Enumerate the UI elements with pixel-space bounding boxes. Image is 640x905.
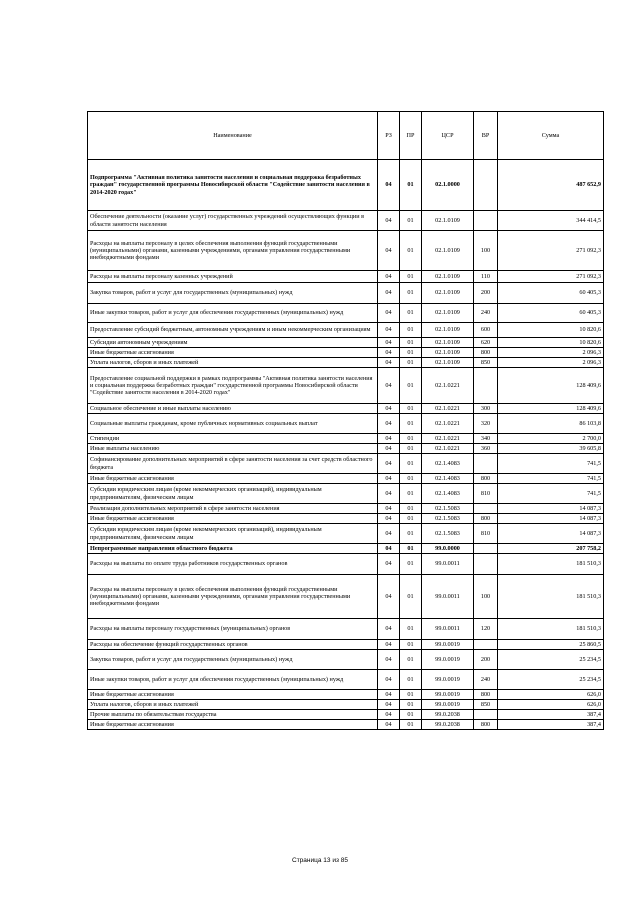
cell-csr: 02.1.0221 xyxy=(422,434,474,444)
cell-name: Предоставление социальной поддержки в рамках подпрограммы "Активная политика занятости населения и социальная поддержка безработных граждан" государственной программы Новосибирской области "Содействие занятости населения в 2014-2020 годах" xyxy=(88,368,378,404)
cell-pr: 01 xyxy=(400,670,422,690)
table-row xyxy=(88,484,604,504)
table-row xyxy=(88,444,604,454)
cell-rz: 04 xyxy=(378,283,400,304)
cell-pr: 01 xyxy=(400,700,422,710)
table-row xyxy=(88,650,604,670)
cell-name: Иные бюджетные ассигнования xyxy=(88,348,378,358)
cell-rz: 04 xyxy=(378,544,400,554)
cell-vr: 620 xyxy=(474,338,498,348)
header-sum: Сумма xyxy=(498,112,604,160)
cell-csr: 02.1.4083 xyxy=(422,474,474,484)
cell-rz: 04 xyxy=(378,554,400,575)
cell-vr: 850 xyxy=(474,700,498,710)
cell-sum: 14 087,3 xyxy=(498,524,604,544)
cell-sum: 271 092,3 xyxy=(498,231,604,271)
cell-csr: 02.1.0221 xyxy=(422,368,474,404)
cell-sum: 10 820,6 xyxy=(498,323,604,338)
table-row xyxy=(88,619,604,640)
cell-vr: 800 xyxy=(474,690,498,700)
cell-name: Иные закупки товаров, работ и услуг для обеспечения государственных (муниципальных) нужд xyxy=(88,304,378,323)
budget-table xyxy=(87,111,604,730)
cell-rz: 04 xyxy=(378,271,400,283)
cell-vr: 850 xyxy=(474,358,498,368)
cell-sum: 626,0 xyxy=(498,690,604,700)
table-row xyxy=(88,710,604,720)
cell-csr: 02.1.0109 xyxy=(422,304,474,323)
cell-pr: 01 xyxy=(400,504,422,514)
cell-name: Иные бюджетные ассигнования xyxy=(88,514,378,524)
cell-sum: 25 860,5 xyxy=(498,640,604,650)
table-row xyxy=(88,720,604,730)
cell-csr: 99.0.0011 xyxy=(422,554,474,575)
cell-pr: 01 xyxy=(400,524,422,544)
table-row xyxy=(88,358,604,368)
cell-vr xyxy=(474,368,498,404)
cell-name: Закупка товаров, работ и услуг для государственных (муниципальных) нужд xyxy=(88,283,378,304)
cell-name: Иные бюджетные ассигнования xyxy=(88,690,378,700)
cell-name: Субсидии автономным учреждениям xyxy=(88,338,378,348)
cell-sum: 181 510,3 xyxy=(498,554,604,575)
cell-pr: 01 xyxy=(400,575,422,619)
cell-sum: 2 700,0 xyxy=(498,434,604,444)
cell-rz: 04 xyxy=(378,368,400,404)
cell-vr: 200 xyxy=(474,283,498,304)
cell-sum: 626,0 xyxy=(498,700,604,710)
cell-sum: 487 652,9 xyxy=(498,160,604,211)
table-body xyxy=(88,160,604,730)
table-row xyxy=(88,348,604,358)
table-row xyxy=(88,514,604,524)
cell-pr: 01 xyxy=(400,484,422,504)
cell-sum: 39 605,8 xyxy=(498,444,604,454)
cell-name: Расходы на обеспечение функций государственных органов xyxy=(88,640,378,650)
cell-csr: 02.1.0109 xyxy=(422,271,474,283)
cell-pr: 01 xyxy=(400,690,422,700)
table-row xyxy=(88,368,604,404)
cell-pr: 01 xyxy=(400,514,422,524)
cell-pr: 01 xyxy=(400,619,422,640)
cell-pr: 01 xyxy=(400,640,422,650)
cell-rz: 04 xyxy=(378,323,400,338)
cell-sum: 741,5 xyxy=(498,484,604,504)
cell-name: Социальные выплаты гражданам, кроме публичных нормативных социальных выплат xyxy=(88,414,378,434)
cell-csr: 99.0.2038 xyxy=(422,710,474,720)
cell-name: Обеспечение деятельности (оказание услуг) государственных учреждений осуществляющих функции в области занятости населения xyxy=(88,211,378,231)
cell-pr: 01 xyxy=(400,414,422,434)
cell-sum: 128 409,6 xyxy=(498,404,604,414)
cell-pr: 01 xyxy=(400,368,422,404)
cell-rz: 04 xyxy=(378,524,400,544)
page-number: Страница 13 из 85 xyxy=(292,857,348,864)
cell-pr: 01 xyxy=(400,231,422,271)
table-row xyxy=(88,160,604,211)
cell-sum: 25 234,5 xyxy=(498,650,604,670)
cell-vr xyxy=(474,504,498,514)
cell-name: Иные бюджетные ассигнования xyxy=(88,474,378,484)
cell-pr: 01 xyxy=(400,454,422,474)
cell-csr: 02.1.0221 xyxy=(422,404,474,414)
cell-rz: 04 xyxy=(378,474,400,484)
cell-name: Реализация дополнительных мероприятий в сфере занятости населения xyxy=(88,504,378,514)
cell-sum: 181 510,3 xyxy=(498,575,604,619)
table-row xyxy=(88,323,604,338)
cell-rz: 04 xyxy=(378,160,400,211)
cell-vr: 320 xyxy=(474,414,498,434)
header-vr: ВР xyxy=(474,112,498,160)
table-row xyxy=(88,575,604,619)
cell-sum: 14 087,3 xyxy=(498,514,604,524)
table-row xyxy=(88,414,604,434)
cell-vr xyxy=(474,211,498,231)
cell-pr: 01 xyxy=(400,160,422,211)
cell-rz: 04 xyxy=(378,650,400,670)
table-row xyxy=(88,544,604,554)
cell-name: Стипендии xyxy=(88,434,378,444)
cell-sum: 86 103,8 xyxy=(498,414,604,434)
table-row xyxy=(88,554,604,575)
cell-csr: 99.0.0019 xyxy=(422,700,474,710)
cell-vr: 800 xyxy=(474,348,498,358)
table-row xyxy=(88,211,604,231)
cell-sum: 14 087,3 xyxy=(498,504,604,514)
cell-vr: 360 xyxy=(474,444,498,454)
cell-csr: 02.1.5083 xyxy=(422,504,474,514)
cell-rz: 04 xyxy=(378,434,400,444)
cell-name: Расходы на выплаты персоналу в целях обеспечения выполнения функций государственными (муниципальными) органами, казенными учреждениями, органами управления государственными внебюджетными фондами xyxy=(88,231,378,271)
cell-sum: 128 409,6 xyxy=(498,368,604,404)
table-row xyxy=(88,338,604,348)
table-row xyxy=(88,640,604,650)
cell-sum: 25 234,5 xyxy=(498,670,604,690)
cell-csr: 99.0.2038 xyxy=(422,720,474,730)
cell-rz: 04 xyxy=(378,211,400,231)
cell-rz: 04 xyxy=(378,690,400,700)
cell-name: Подпрограмма "Активная политика занятости населения и социальная поддержка безработных граждан" государственной программы Новосибирской области "Содействие занятости населения в 2014-2020 годах" xyxy=(88,160,378,211)
cell-csr: 99.0.0011 xyxy=(422,619,474,640)
cell-pr: 01 xyxy=(400,304,422,323)
cell-csr: 02.1.5083 xyxy=(422,524,474,544)
cell-vr: 240 xyxy=(474,670,498,690)
cell-rz: 04 xyxy=(378,348,400,358)
header-pr: ПР xyxy=(400,112,422,160)
cell-rz: 04 xyxy=(378,338,400,348)
cell-rz: 04 xyxy=(378,720,400,730)
cell-csr: 02.1.4083 xyxy=(422,484,474,504)
cell-name: Субсидии юридическим лицам (кроме некоммерческих организаций), индивидуальным предпринимателям, физическим лицам xyxy=(88,484,378,504)
table-row xyxy=(88,690,604,700)
header-rz: РЗ xyxy=(378,112,400,160)
cell-sum: 60 405,3 xyxy=(498,283,604,304)
cell-pr: 01 xyxy=(400,544,422,554)
cell-rz: 04 xyxy=(378,484,400,504)
cell-name: Прочие выплаты по обязательствам государства xyxy=(88,710,378,720)
cell-rz: 04 xyxy=(378,231,400,271)
cell-name: Социальное обеспечение и иные выплаты населению xyxy=(88,404,378,414)
cell-csr: 99.0.0019 xyxy=(422,670,474,690)
cell-name: Софинансирование дополнительных мероприятий в сфере занятости населения за счет средств областного бюджета xyxy=(88,454,378,474)
cell-csr: 02.1.0109 xyxy=(422,348,474,358)
cell-rz: 04 xyxy=(378,575,400,619)
cell-vr xyxy=(474,454,498,474)
cell-csr: 99.0.0019 xyxy=(422,650,474,670)
cell-rz: 04 xyxy=(378,670,400,690)
cell-pr: 01 xyxy=(400,650,422,670)
cell-name: Уплата налогов, сборов и иных платежей xyxy=(88,700,378,710)
cell-csr: 99.0.0019 xyxy=(422,690,474,700)
cell-name: Расходы на выплаты персоналу казенных учреждений xyxy=(88,271,378,283)
cell-vr: 100 xyxy=(474,231,498,271)
table-row xyxy=(88,504,604,514)
cell-name: Расходы на выплаты персоналу в целях обеспечения выполнения функций государственными (муниципальными) органами, казенными учреждениями, органами управления государственными внебюджетными фондами xyxy=(88,575,378,619)
cell-sum: 2 096,3 xyxy=(498,358,604,368)
cell-sum: 10 820,6 xyxy=(498,338,604,348)
cell-sum: 344 414,5 xyxy=(498,211,604,231)
cell-sum: 181 510,3 xyxy=(498,619,604,640)
cell-vr: 800 xyxy=(474,720,498,730)
cell-vr: 200 xyxy=(474,650,498,670)
header-csr: ЦСР xyxy=(422,112,474,160)
table-row xyxy=(88,404,604,414)
table-row xyxy=(88,231,604,271)
cell-name: Закупка товаров, работ и услуг для государственных (муниципальных) нужд xyxy=(88,650,378,670)
cell-csr: 02.1.5083 xyxy=(422,514,474,524)
cell-pr: 01 xyxy=(400,338,422,348)
cell-pr: 01 xyxy=(400,554,422,575)
cell-csr: 02.1.0109 xyxy=(422,231,474,271)
cell-pr: 01 xyxy=(400,434,422,444)
cell-name: Расходы на выплаты по оплате труда работников государственных органов xyxy=(88,554,378,575)
table-header-row xyxy=(88,112,604,160)
cell-csr: 99.0.0000 xyxy=(422,544,474,554)
cell-rz: 04 xyxy=(378,710,400,720)
cell-csr: 02.1.0109 xyxy=(422,358,474,368)
cell-vr: 340 xyxy=(474,434,498,444)
cell-sum: 2 096,3 xyxy=(498,348,604,358)
cell-rz: 04 xyxy=(378,619,400,640)
cell-rz: 04 xyxy=(378,504,400,514)
cell-pr: 01 xyxy=(400,283,422,304)
cell-vr: 810 xyxy=(474,484,498,504)
cell-pr: 01 xyxy=(400,404,422,414)
table-row xyxy=(88,670,604,690)
cell-csr: 02.1.4083 xyxy=(422,454,474,474)
cell-rz: 04 xyxy=(378,454,400,474)
cell-pr: 01 xyxy=(400,211,422,231)
cell-vr: 100 xyxy=(474,575,498,619)
cell-pr: 01 xyxy=(400,474,422,484)
cell-sum: 387,4 xyxy=(498,720,604,730)
table-row xyxy=(88,474,604,484)
cell-vr xyxy=(474,554,498,575)
table-row xyxy=(88,524,604,544)
cell-pr: 01 xyxy=(400,720,422,730)
cell-csr: 02.1.0109 xyxy=(422,283,474,304)
cell-vr: 240 xyxy=(474,304,498,323)
cell-pr: 01 xyxy=(400,710,422,720)
table-row xyxy=(88,700,604,710)
cell-vr: 110 xyxy=(474,271,498,283)
table-row xyxy=(88,271,604,283)
cell-vr: 300 xyxy=(474,404,498,414)
cell-pr: 01 xyxy=(400,323,422,338)
cell-vr: 800 xyxy=(474,514,498,524)
cell-sum: 60 405,3 xyxy=(498,304,604,323)
cell-pr: 01 xyxy=(400,271,422,283)
cell-rz: 04 xyxy=(378,358,400,368)
cell-name: Субсидии юридическим лицам (кроме некоммерческих организаций), индивидуальным предпринимателям, физическим лицам xyxy=(88,524,378,544)
table-row xyxy=(88,304,604,323)
cell-name: Расходы на выплаты персоналу государственных (муниципальных) органов xyxy=(88,619,378,640)
cell-vr: 600 xyxy=(474,323,498,338)
cell-sum: 271 092,3 xyxy=(498,271,604,283)
cell-csr: 99.0.0011 xyxy=(422,575,474,619)
cell-vr xyxy=(474,710,498,720)
cell-csr: 02.1.0109 xyxy=(422,323,474,338)
cell-rz: 04 xyxy=(378,414,400,434)
cell-sum: 207 758,2 xyxy=(498,544,604,554)
cell-pr: 01 xyxy=(400,348,422,358)
table-row xyxy=(88,283,604,304)
cell-name: Иные бюджетные ассигнования xyxy=(88,720,378,730)
cell-rz: 04 xyxy=(378,404,400,414)
cell-vr xyxy=(474,544,498,554)
cell-csr: 02.1.0000 xyxy=(422,160,474,211)
cell-vr xyxy=(474,640,498,650)
cell-sum: 741,5 xyxy=(498,474,604,484)
cell-csr: 02.1.0109 xyxy=(422,211,474,231)
cell-sum: 387,4 xyxy=(498,710,604,720)
cell-vr: 120 xyxy=(474,619,498,640)
cell-csr: 02.1.0109 xyxy=(422,338,474,348)
table-row xyxy=(88,454,604,474)
cell-csr: 02.1.0221 xyxy=(422,414,474,434)
table-row xyxy=(88,434,604,444)
cell-vr: 800 xyxy=(474,474,498,484)
header-name: Наименование xyxy=(88,112,378,160)
cell-rz: 04 xyxy=(378,700,400,710)
cell-name: Иные выплаты населению xyxy=(88,444,378,454)
cell-pr: 01 xyxy=(400,444,422,454)
cell-vr: 810 xyxy=(474,524,498,544)
cell-csr: 99.0.0019 xyxy=(422,640,474,650)
cell-name: Уплата налогов, сборов и иных платежей xyxy=(88,358,378,368)
cell-name: Предоставление субсидий бюджетным, автономным учреждениям и иным некоммерческим организациям xyxy=(88,323,378,338)
cell-name: Непрограммные направления областного бюджета xyxy=(88,544,378,554)
cell-rz: 04 xyxy=(378,444,400,454)
cell-rz: 04 xyxy=(378,514,400,524)
cell-csr: 02.1.0221 xyxy=(422,444,474,454)
cell-pr: 01 xyxy=(400,358,422,368)
cell-rz: 04 xyxy=(378,640,400,650)
cell-name: Иные закупки товаров, работ и услуг для обеспечения государственных (муниципальных) нужд xyxy=(88,670,378,690)
cell-rz: 04 xyxy=(378,304,400,323)
cell-vr xyxy=(474,160,498,211)
cell-sum: 741,5 xyxy=(498,454,604,474)
